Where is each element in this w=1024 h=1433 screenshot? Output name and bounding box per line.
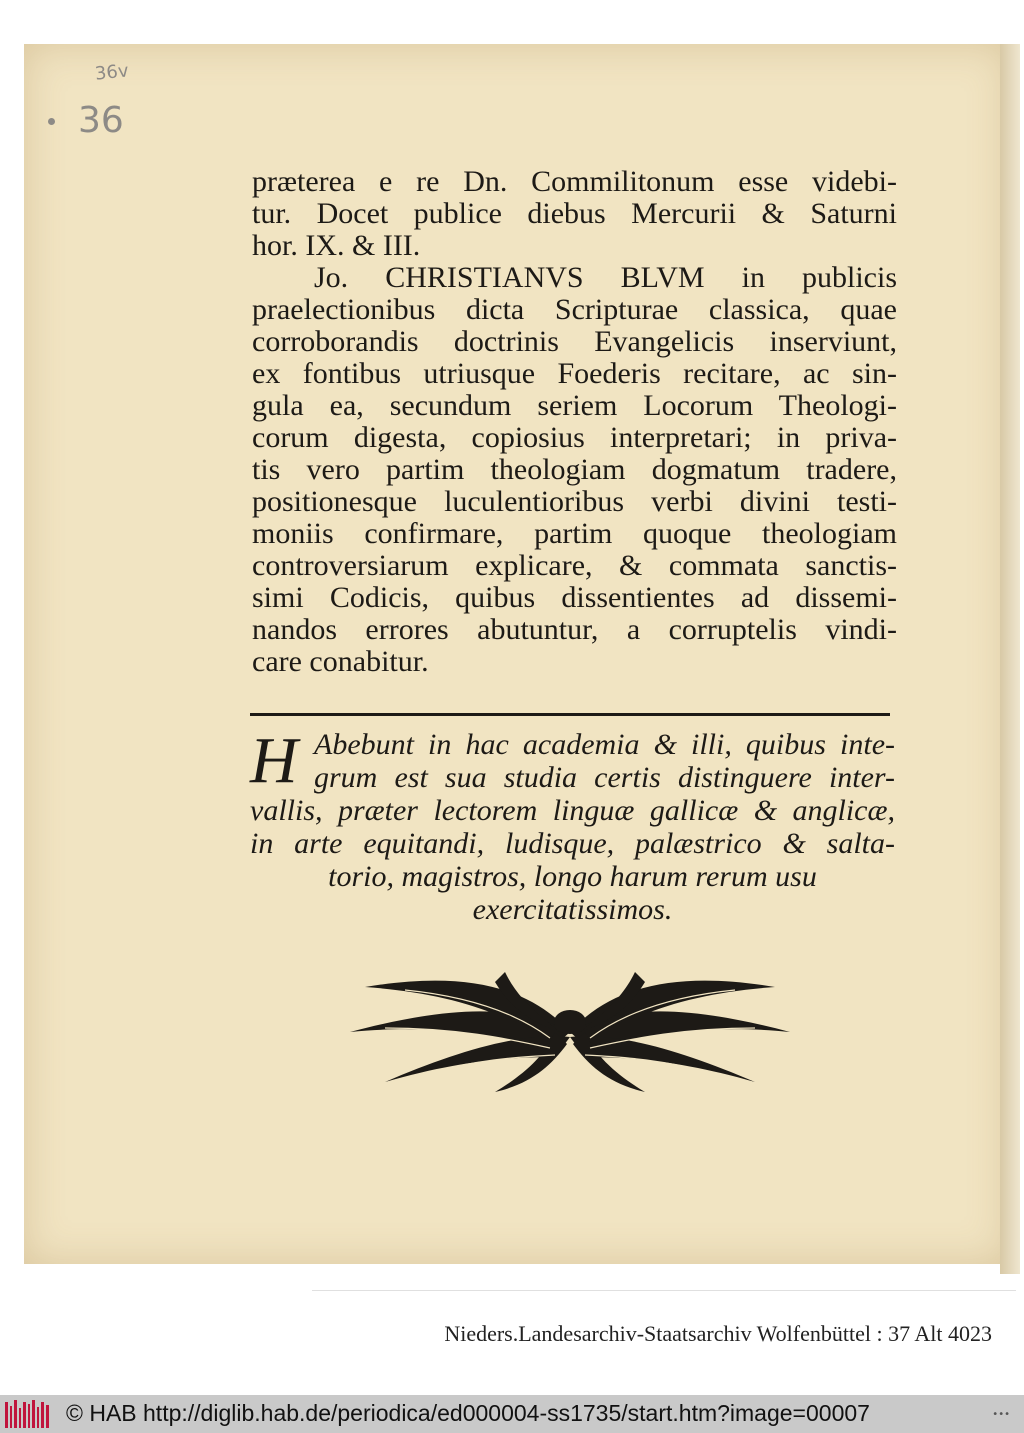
body-line: corum digesta, copiosius interpretari; in priva- [252, 422, 897, 454]
body-line: nandos errores abutuntur, a corruptelis vindi- [252, 614, 897, 646]
body-line: hor. IX. & III. [252, 230, 421, 262]
notice-line: in arte equitandi, ludisque, palæstrico & salta- [250, 827, 895, 860]
body-line: præterea e re Dn. Commilitonum esse videbi- [252, 166, 897, 198]
body-line: controversiarum explicare, & commata sanctis- [252, 550, 897, 582]
body-text [252, 166, 897, 678]
body-line: positionesque luculentioribus verbi divini testi- [252, 486, 897, 518]
body-line: praelectionibus dicta Scripturae classica, quae [252, 294, 897, 326]
body-line: Jo. CHRISTIANVS BLVM in publicis [314, 262, 897, 294]
pencil-note-small: 36v [93, 60, 130, 85]
notice-line: exercitatissimos. [472, 893, 673, 926]
body-line: tis vero partim theologiam dogmatum tradere, [252, 454, 897, 486]
body-line: corroborandis doctrinis Evangelicis inserviunt, [252, 326, 897, 358]
hab-logo-icon [4, 1398, 52, 1430]
notice-line: Abebunt in hac academia & illi, quibus inte- [314, 728, 895, 761]
footer-bar [0, 1395, 1024, 1433]
notice-line: torio, magistros, longo harum rerum usu [328, 860, 817, 893]
body-line: moniis confirmare, partim quoque theologiam [252, 518, 897, 550]
body-line: care conabitur. [252, 646, 429, 678]
body-line: tur. Docet publice diebus Mercurii & Saturni [252, 198, 897, 230]
pencil-dot [48, 118, 55, 125]
notice-line: grum est sua studia certis distinguere inter- [314, 761, 895, 794]
footer-citation: © HAB http://diglib.hab.de/periodica/ed000004-ss1735/start.htm?image=00007 [66, 1400, 870, 1426]
section-divider [250, 713, 890, 716]
woodcut-ornament [345, 962, 795, 1102]
notice-line: vallis, præter lectorem linguæ gallicæ & anglicæ, [250, 794, 895, 827]
body-line: ex fontibus utriusque Foederis recitare, ac sin- [252, 358, 897, 390]
more-icon: ••• [992, 1409, 1010, 1420]
body-line: simi Codicis, quibus dissentientes ad dissemi- [252, 582, 897, 614]
page-edge [1000, 44, 1020, 1274]
body-line: gula ea, secundum seriem Locorum Theologi- [252, 390, 897, 422]
archive-label-box [312, 1290, 1016, 1373]
archive-label: Nieders.Landesarchiv-Staatsarchiv Wolfenbüttel : 37 Alt 4023 [444, 1321, 992, 1346]
drop-cap: H [250, 724, 298, 797]
notice-paragraph [250, 724, 895, 926]
pencil-note-large: 36 [78, 100, 124, 141]
